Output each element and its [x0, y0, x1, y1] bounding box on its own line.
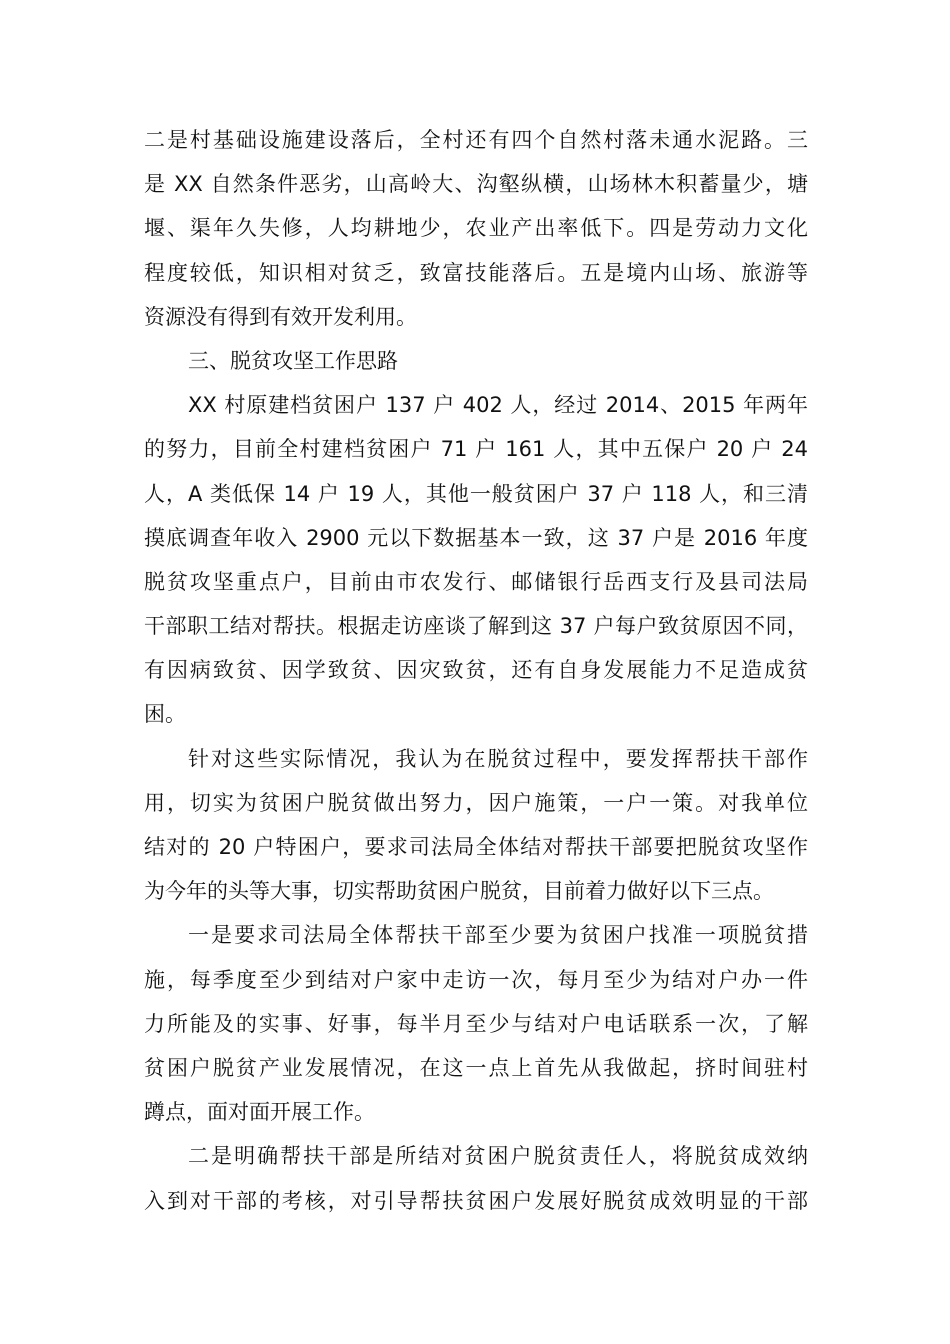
text-line: 干部职工结对帮扶。根据走访座谈了解到这 37 户每户致贫原因不同， — [144, 614, 808, 639]
text-line: 是 XX 自然条件恶劣，山高岭大、沟壑纵横，山场林木积蓄量少，塘 — [144, 172, 808, 197]
text-line: 用，切实为贫困户脱贫做出努力，因户施策，一户一策。对我单位 — [144, 790, 808, 815]
text-line: 有因病致贫、因学致贫、因灾致贫，还有自身发展能力不足造成贫 — [144, 658, 808, 683]
document-body — [144, 118, 808, 1223]
text-line: 蹲点，面对面开展工作。 — [144, 1100, 375, 1125]
text-line: 二是明确帮扶干部是所结对贫困户脱贫责任人，将脱贫成效纳 — [188, 1144, 808, 1169]
text-line: 的努力，目前全村建档贫困户 71 户 161 人，其中五保户 20 户 24 — [144, 437, 808, 462]
text-line: 摸底调查年收入 2900 元以下数据基本一致，这 37 户是 2016 年度 — [144, 525, 808, 550]
text-line: 结对的 20 户特困户，要求司法局全体结对帮扶干部要把脱贫攻坚作 — [144, 835, 808, 859]
text-line: 二是村基础设施建设落后，全村还有四个自然村落未通水泥路。三 — [144, 128, 808, 152]
text-line: 人，A 类低保 14 户 19 人，其他一般贫困户 37 户 118 人，和三清 — [144, 481, 808, 506]
text-line: 贫困户脱贫产业发展情况，在这一点上首先从我做起，挤时间驻村 — [144, 1055, 808, 1080]
text-line: 一是要求司法局全体帮扶干部至少要为贫困户找准一项脱贫措 — [188, 923, 808, 948]
text-line: 资源没有得到有效开发利用。 — [144, 304, 417, 329]
text-line: 入到对干部的考核，对引导帮扶贫困户发展好脱贫成效明显的干部 — [144, 1188, 808, 1213]
text-line: 脱贫攻坚重点户，目前由市农发行、邮储银行岳西支行及县司法局 — [144, 569, 808, 594]
text-line: 三、脱贫攻坚工作思路 — [188, 348, 398, 373]
text-line: 力所能及的实事、好事，每半月至少与结对户电话联系一次，了解 — [144, 1011, 808, 1036]
text-line: 为今年的头等大事，切实帮助贫困户脱贫，目前着力做好以下三点。 — [144, 879, 774, 904]
text-line: 程度较低，知识相对贫乏，致富技能落后。五是境内山场、旅游等 — [144, 260, 808, 285]
text-line: XX 村原建档贫困户 137 户 402 人，经过 2014、2015 年两年 — [188, 393, 808, 418]
text-line: 施，每季度至少到结对户家中走访一次，每月至少为结对户办一件 — [144, 967, 808, 992]
text-line: 针对这些实际情况，我认为在脱贫过程中，要发挥帮扶干部作 — [188, 746, 808, 771]
text-line: 困。 — [144, 702, 186, 727]
text-line: 堰、渠年久失修，人均耕地少，农业产出率低下。四是劳动力文化 — [144, 216, 808, 241]
